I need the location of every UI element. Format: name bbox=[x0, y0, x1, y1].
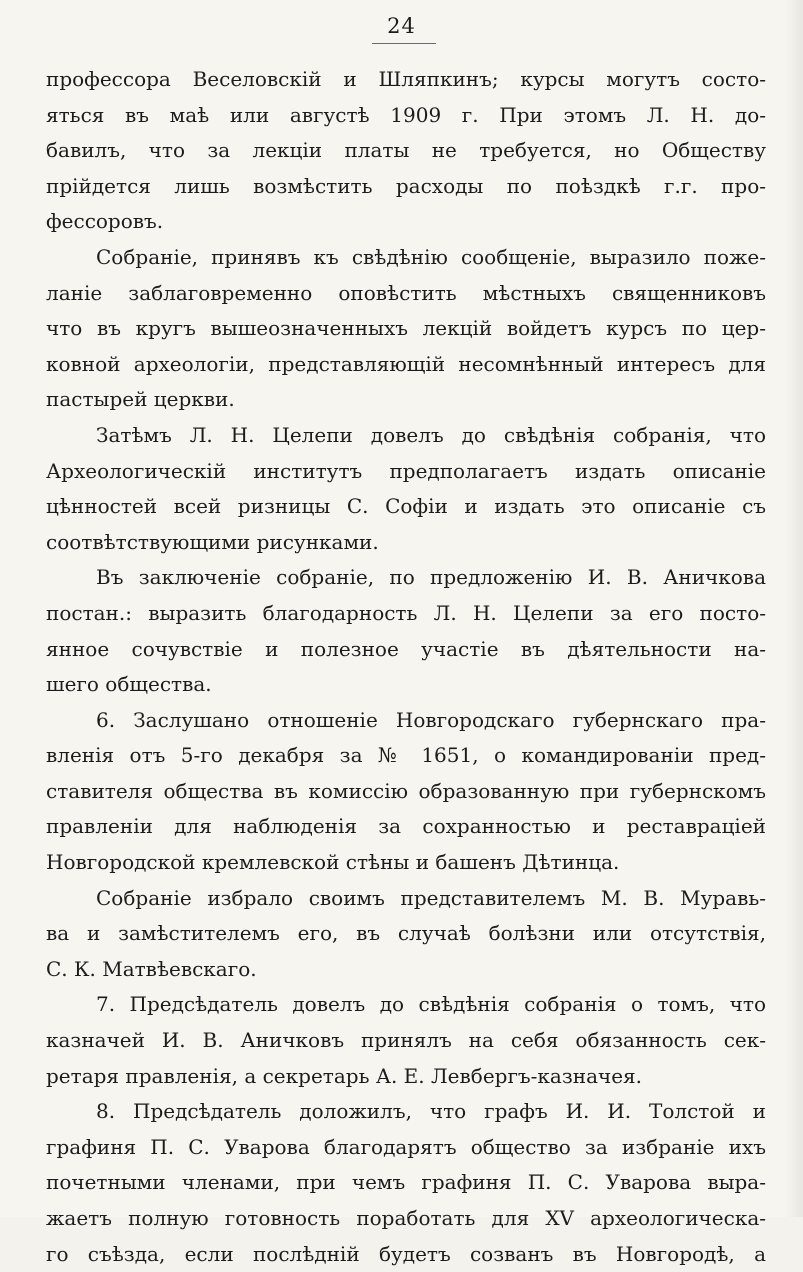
text-line: жаетъ полную готовность поработать для XV археологическа- bbox=[46, 1206, 766, 1230]
text-line: пастырей церкви. bbox=[46, 387, 235, 412]
text-line: Собраніе, принявъ къ свѣдѣнію сообщеніе, выразило поже- bbox=[96, 244, 766, 269]
text-line: Новгородской кремлевской стѣны и башенъ Дѣтинца. bbox=[46, 850, 620, 875]
text-line: почетными членами, при чемъ графиня П. С. Уварова выра- bbox=[46, 1170, 766, 1195]
text-line: прійдется лишь возмѣстить расходы по поѣздкѣ г.г. про- bbox=[46, 173, 766, 198]
text-line: цѣнностей всей ризницы С. Софіи и издать это описаніе съ bbox=[46, 494, 766, 519]
text-line: профессора Веселовскій и Шляпкинъ; курсы могутъ состо- bbox=[46, 67, 766, 91]
text-line: 7. Предсѣдатель довелъ до свѣдѣнія собранія о томъ, что bbox=[96, 992, 766, 1017]
text-line: шего общества. bbox=[46, 672, 212, 697]
text-line: ковной археологіи, представляющій несомнѣнный интересъ для bbox=[46, 351, 766, 376]
text-line: ва и замѣстителемъ его, въ случаѣ болѣзни или отсутствія, bbox=[46, 921, 766, 946]
text-line: 6. Заслушано отношеніе Новгородскаго губернскаго пра- bbox=[96, 707, 766, 732]
text-line: постан.: выразить благодарность Л. Н. Целепи за его посто- bbox=[46, 600, 766, 625]
scan-edge-shadow bbox=[785, 0, 803, 1217]
text-line: графиня П. С. Уварова благодарятъ общество за избраніе ихъ bbox=[46, 1134, 766, 1159]
text-line: ланіе заблаговременно оповѣстить мѣстныхъ священниковъ bbox=[46, 280, 766, 305]
text-line: вленія отъ 5-го декабря за № 1651, о командированіи пред- bbox=[46, 743, 766, 768]
text-line: янное сочувствіе и полезное участіе въ дѣятельности на- bbox=[46, 636, 766, 661]
text-line: Археологическій институтъ предполагаетъ издать описаніе bbox=[46, 458, 766, 483]
text-line: что въ кругъ вышеозначенныхъ лекцій войдетъ курсъ по цер- bbox=[46, 316, 766, 341]
text-line: Въ заключеніе собраніе, по предложенію И. В. Аничкова bbox=[96, 565, 766, 590]
page-number: 24 bbox=[387, 14, 416, 38]
body-text bbox=[46, 62, 766, 1272]
text-line: ретаря правленія, а секретарь А. Е. Левбергъ-казначея. bbox=[46, 1063, 643, 1088]
text-line: Собраніе избрало своимъ представителемъ М. В. Муравь- bbox=[96, 885, 766, 910]
text-line: Затѣмъ Л. Н. Целепи довелъ до свѣдѣнія собранія, что bbox=[96, 422, 766, 447]
text-line: ставителя общества въ комиссію образованную при губернскомъ bbox=[46, 778, 766, 803]
text-line: го съѣзда, если послѣдній будетъ созванъ въ Новгородѣ, а bbox=[46, 1241, 766, 1266]
page-number-rule bbox=[372, 43, 436, 44]
text-line: фессоровъ. bbox=[46, 209, 164, 234]
text-line: соотвѣтствующими рисунками. bbox=[46, 529, 379, 554]
text-line: казначей И. В. Аничковъ принялъ на себя обязанность сек- bbox=[46, 1028, 766, 1053]
text-line: бавилъ, что за лекціи платы не требуется, но Обществу bbox=[46, 138, 766, 163]
text-line: С. К. Матвѣевскаго. bbox=[46, 956, 257, 981]
text-line: правленіи для наблюденія за сохранностью и реставраціей bbox=[46, 814, 766, 839]
text-line: 8. Предсѣдатель доложилъ, что графъ И. И. Толстой и bbox=[96, 1099, 766, 1124]
text-line: яться въ маѣ или августѣ 1909 г. При этомъ Л. Н. до- bbox=[46, 102, 766, 127]
